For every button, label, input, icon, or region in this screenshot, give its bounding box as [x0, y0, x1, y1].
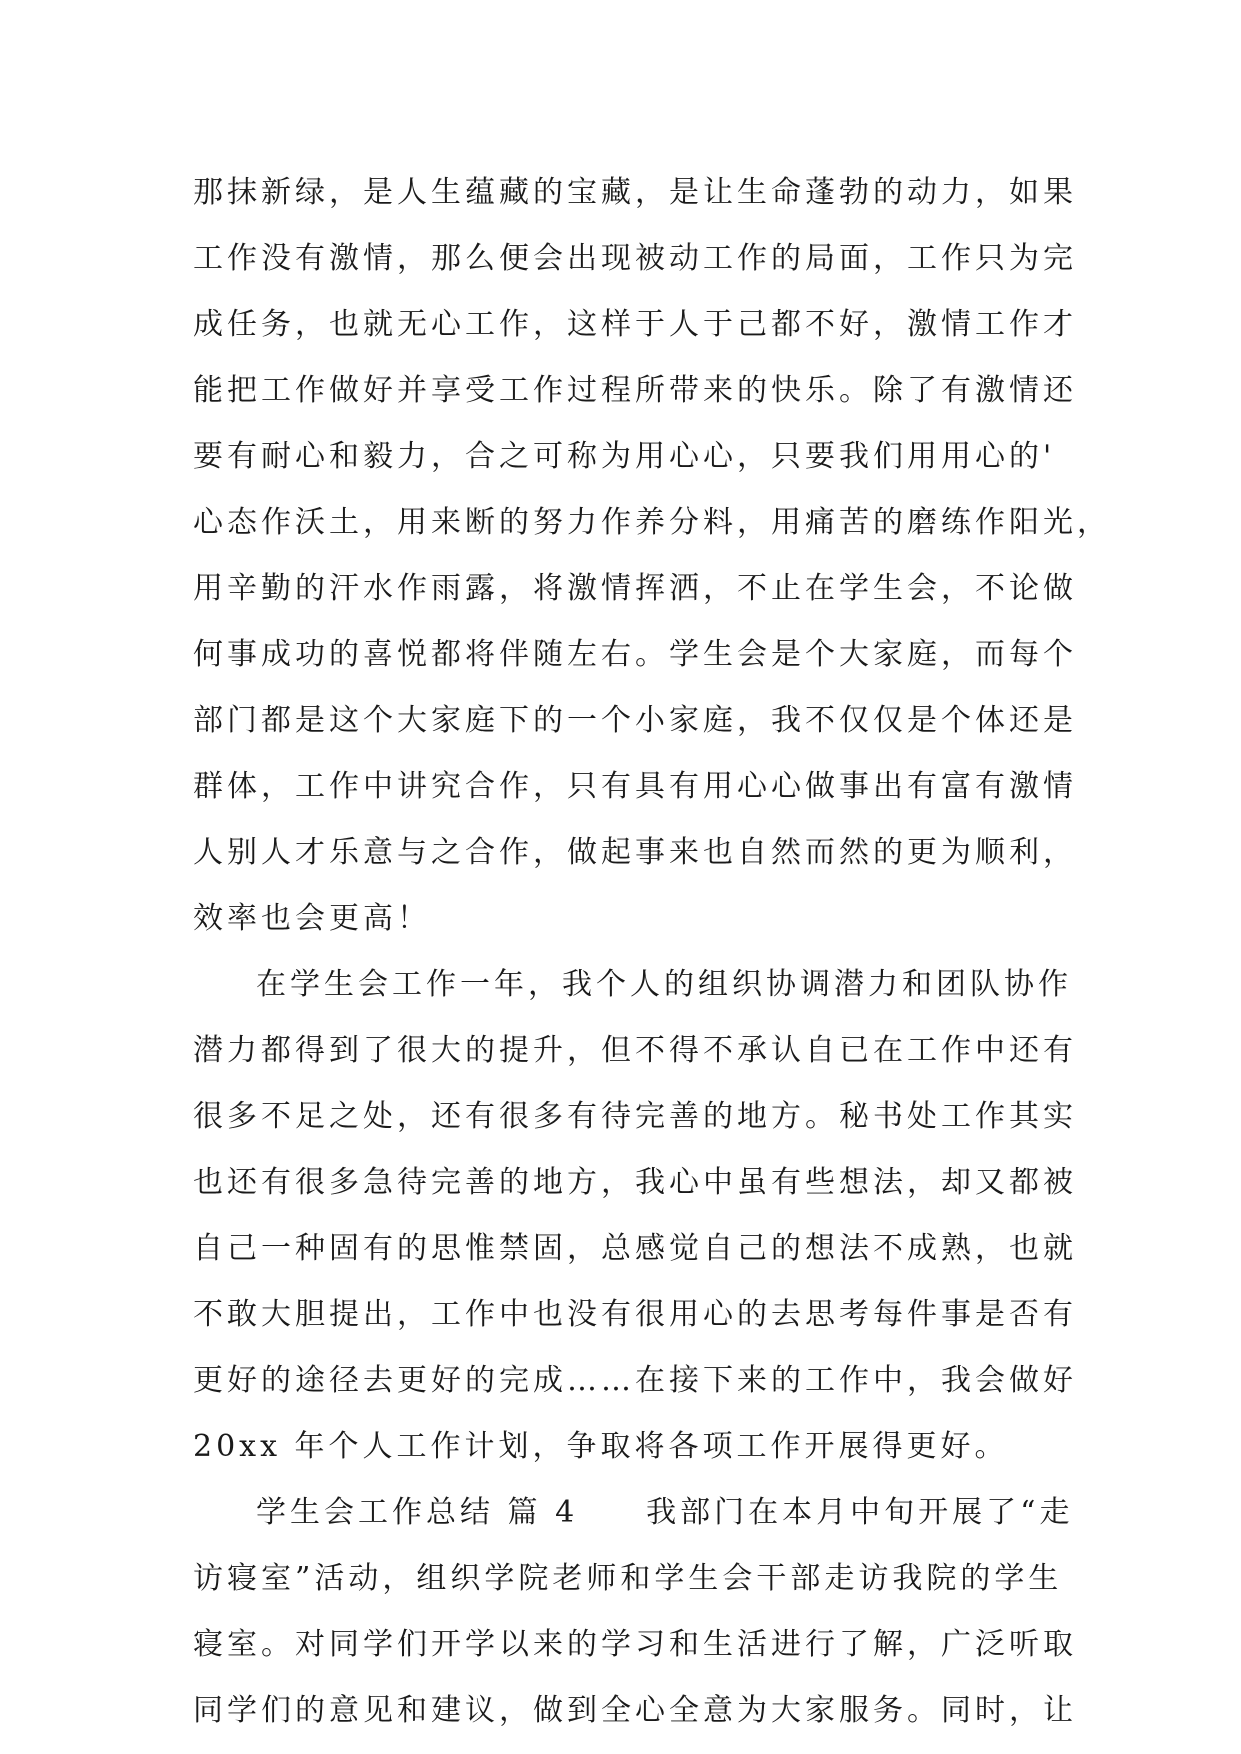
- text-line: 同学们的意见和建议，做到全心全意为大家服务。同时，让: [193, 1693, 1077, 1728]
- text-line: 效率也会更高！: [193, 901, 431, 936]
- text-line: 20xx 年个人工作计划，争取将各项工作开展得更好。: [193, 1429, 1009, 1464]
- text-line: 心态作沃土，用来断的努力作养分料，用痛苦的磨练作阳光，: [193, 505, 1111, 540]
- text-line: 要有耐心和毅力，合之可称为用心心，只要我们用用心的': [193, 439, 1056, 474]
- text-line: 群体，工作中讲究合作，只有具有用心心做事出有富有激情: [193, 769, 1077, 804]
- text-line: 那抹新绿，是人生蕴藏的宝藏，是让生命蓬勃的动力，如果: [193, 175, 1077, 210]
- text-line: 寝室。对同学们开学以来的学习和生活进行了解，广泛听取: [193, 1627, 1077, 1662]
- text-line: 工作没有激情，那么便会出现被动工作的局面，工作只为完: [193, 241, 1077, 276]
- text-line: 不敢大胆提出，工作中也没有很用心的去思考每件事是否有: [193, 1297, 1077, 1332]
- text-line: 潜力都得到了很大的提升，但不得不承认自已在工作中还有: [193, 1033, 1077, 1068]
- text-line: 部门都是这个大家庭下的一个小家庭，我不仅仅是个体还是: [193, 703, 1077, 738]
- text-line: 何事成功的喜悦都将伴随左右。学生会是个大家庭，而每个: [193, 637, 1077, 672]
- text-line: 访寝室”活动，组织学院老师和学生会干部走访我院的学生: [193, 1561, 1063, 1596]
- text-line: 成任务，也就无心工作，这样于人于己都不好，激情工作才: [193, 307, 1077, 342]
- text-line: 更好的途径去更好的完成……在接下来的工作中，我会做好: [193, 1363, 1077, 1398]
- section-heading-line: 学生会工作总结 篇 4 我部门在本月中旬开展了“走: [256, 1495, 1074, 1530]
- text-line: 也还有很多急待完善的地方，我心中虽有些想法，却又都被: [193, 1165, 1077, 1200]
- text-line: 自己一种固有的思惟禁固，总感觉自己的想法不成熟，也就: [193, 1231, 1077, 1266]
- text-line: 能把工作做好并享受工作过程所带来的快乐。除了有激情还: [193, 373, 1077, 408]
- body-text: [193, 160, 1111, 1744]
- text-line: 用辛勤的汗水作雨露，将激情挥洒，不止在学生会，不论做: [193, 571, 1077, 606]
- paragraph-start-line: 在学生会工作一年，我个人的组织协调潜力和团队协作: [256, 967, 1072, 1002]
- text-line: 人别人才乐意与之合作，做起事来也自然而然的更为顺利，: [193, 835, 1077, 870]
- text-line: 很多不足之处，还有很多有待完善的地方。秘书处工作其实: [193, 1099, 1077, 1134]
